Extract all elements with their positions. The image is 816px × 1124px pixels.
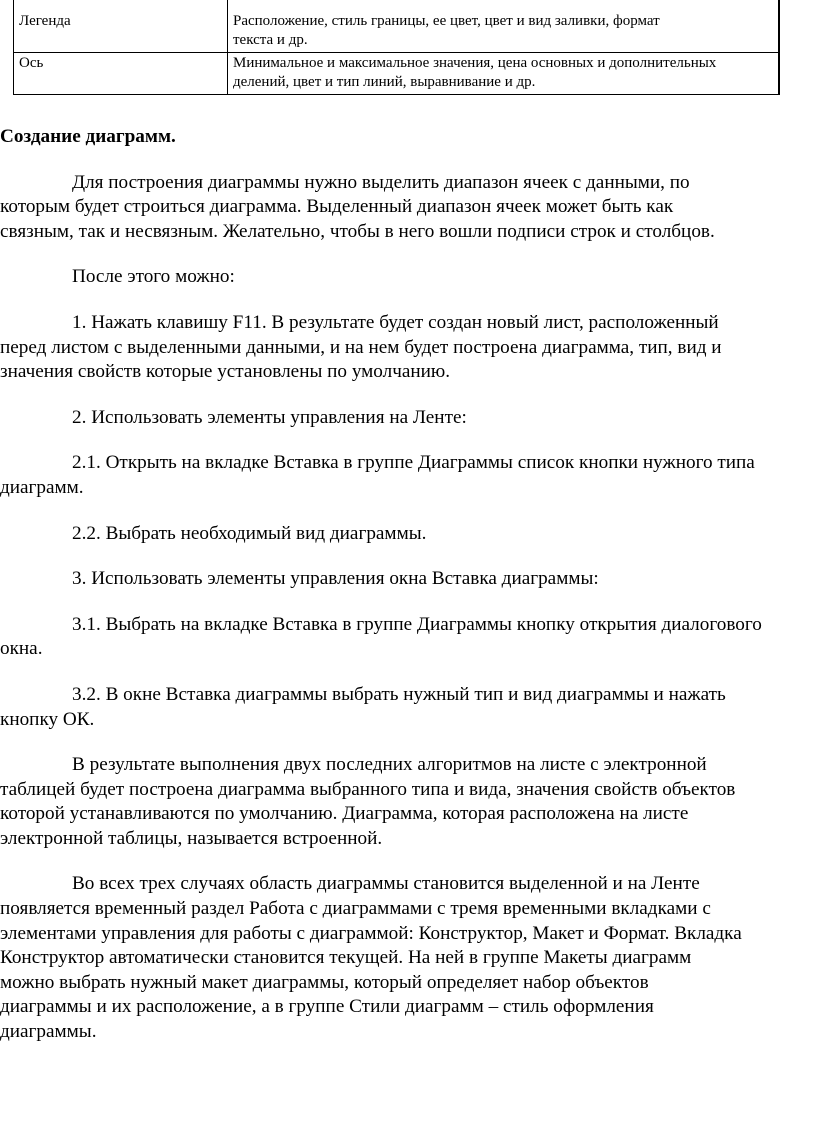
text-line: диаграмм. <box>0 476 84 498</box>
text-line: 3. Использовать элементы управления окна Вставка диаграммы: <box>72 568 599 590</box>
properties-text-line: текста и др. <box>233 32 308 48</box>
text-line: таблицей будет построена диаграмма выбранного типа и вида, значения свойств объектов <box>0 778 736 800</box>
table-cell-properties <box>228 53 780 95</box>
table-row <box>14 0 780 53</box>
text-line: можно выбрать нужный макет диаграммы, который определяет набор объектов <box>0 971 649 993</box>
paragraph-intro <box>0 171 816 245</box>
properties-table <box>13 0 780 95</box>
text-line: электронной таблицы, называется встроенной. <box>0 827 383 849</box>
text-line: Во всех трех случаях область диаграммы становится выделенной и на Ленте <box>72 873 700 895</box>
text-line: 2. Использовать элементы управления на Ленте: <box>72 406 467 428</box>
text-line: В результате выполнения двух последних алгоритмов на листе с электронной <box>72 754 707 776</box>
text-line: элементами управления для работы с диаграммой: Конструктор, Макет и Формат. Вкладка <box>0 922 742 944</box>
paragraph-step-3-1 <box>0 613 816 662</box>
document-body <box>0 125 816 1066</box>
table-cell-object <box>14 53 228 95</box>
paragraph-step-2-2 <box>0 522 816 547</box>
table-cell-properties <box>228 0 780 53</box>
text-line: 2.1. Открыть на вкладке Вставка в группе Диаграммы список кнопки нужного типа <box>72 452 755 474</box>
paragraph-step-3 <box>0 567 816 592</box>
paragraph-result <box>0 753 816 851</box>
properties-text-line: Минимальное и максимальное значения, цена основных и дополнительных <box>233 55 717 71</box>
text-line: связным, так и несвязным. Желательно, чтобы в него вошли подписи строк и столбцов. <box>0 220 715 242</box>
properties-text-line: Расположение, стиль границы, ее цвет, цвет и вид заливки, формат <box>233 13 660 29</box>
text-line: которой устанавливаются по умолчанию. Диаграмма, которая расположена на листе <box>0 803 689 825</box>
paragraph-all-cases <box>0 872 816 1044</box>
text-line: Конструктор автоматически становится текущей. На ней в группе Макеты диаграмм <box>0 947 692 969</box>
text-line: 1. Нажать клавишу F11. В результате будет создан новый лист, расположенный <box>72 311 719 333</box>
text-line: кнопку ОК. <box>0 708 95 730</box>
text-line: 3.2. В окне Вставка диаграммы выбрать нужный тип и вид диаграммы и нажать <box>72 683 726 705</box>
table-row <box>14 53 780 95</box>
paragraph-after <box>0 265 816 290</box>
paragraph-step-2-1 <box>0 451 816 500</box>
text-line: Для построения диаграммы нужно выделить диапазон ячеек с данными, по <box>72 171 690 193</box>
text-line: диаграммы. <box>0 1021 97 1043</box>
table-cell-object <box>14 0 228 53</box>
text-line: После этого можно: <box>72 266 235 288</box>
text-line: 2.2. Выбрать необходимый вид диаграммы. <box>72 522 427 544</box>
paragraph-step-2 <box>0 406 816 431</box>
text-line: окна. <box>0 638 43 660</box>
text-line: диаграммы и их расположение, а в группе Стили диаграмм – стиль оформления <box>0 996 654 1018</box>
properties-text-line: делений, цвет и тип линий, выравнивание и др. <box>233 74 536 90</box>
paragraph-step-1 <box>0 311 816 385</box>
text-line: которым будет строиться диаграмма. Выделенный диапазон ячеек может быть как <box>0 196 674 218</box>
text-line: появляется временный раздел Работа с диаграммами с тремя временными вкладками с <box>0 898 711 920</box>
text-line: 3.1. Выбрать на вкладке Вставка в группе Диаграммы кнопку открытия диалогового <box>72 613 762 635</box>
object-name: Легенда <box>19 13 71 29</box>
text-line: значения свойств которые установлены по умолчанию. <box>0 361 451 383</box>
object-name: Ось <box>19 55 44 71</box>
section-heading: Создание диаграмм. <box>0 126 176 147</box>
text-line: перед листом с выделенными данными, и на нем будет построена диаграмма, тип, вид и <box>0 336 722 358</box>
paragraph-step-3-2 <box>0 683 816 732</box>
